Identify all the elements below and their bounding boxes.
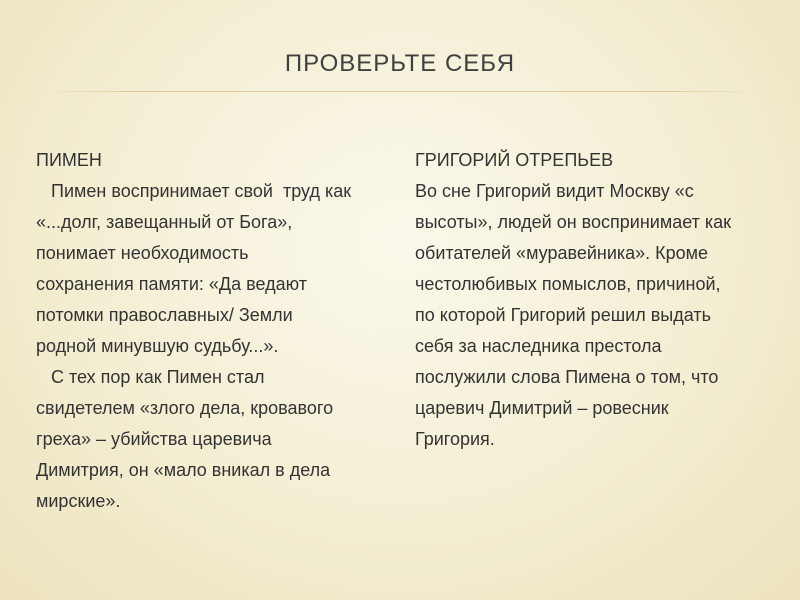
- right-paragraph: высоты», людей он воспринимает как: [415, 212, 732, 232]
- right-paragraph: Во сне Григорий видит Москву «с: [415, 181, 694, 201]
- left-paragraph: понимает необходимость: [36, 243, 249, 263]
- right-paragraph: по которой Григорий решил выдать: [415, 305, 711, 325]
- left-paragraph: потомки православных/ Земли: [36, 305, 293, 325]
- title-divider: [40, 91, 760, 92]
- right-paragraph: послужили слова Пимена о том, что: [415, 367, 719, 387]
- left-paragraph: свидетелем «злого дела, кровавого: [36, 398, 334, 418]
- right-paragraph: честолюбивых помыслов, причиной,: [415, 274, 721, 294]
- left-paragraph: «...долг, завещанный от Бога»,: [36, 212, 293, 232]
- left-paragraph: С тех пор как Пимен стал: [36, 367, 265, 387]
- left-paragraph: Димитрия, он «мало вникал в дела: [36, 460, 331, 480]
- left-heading: ПИМЕН: [36, 150, 102, 170]
- slide-title: ПРОВЕРЬТЕ СЕБЯ: [284, 50, 516, 77]
- left-paragraph: греха» – убийства царевича: [36, 429, 272, 449]
- right-heading: ГРИГОРИЙ ОТРЕПЬЕВ: [415, 150, 614, 170]
- right-paragraph: себя за наследника престола: [415, 336, 662, 356]
- right-paragraph: царевич Димитрий – ровесник: [415, 398, 669, 418]
- left-column: [36, 148, 382, 520]
- right-paragraph: Григория.: [415, 429, 495, 449]
- left-paragraph: сохранения памяти: «Да ведают: [36, 274, 307, 294]
- left-paragraph: Пимен воспринимает свой труд как: [36, 181, 352, 201]
- left-paragraph: родной минувшую судьбу...».: [36, 336, 279, 356]
- left-paragraph: мирские».: [36, 491, 121, 511]
- right-paragraph: обитателей «муравейника». Кроме: [415, 243, 709, 263]
- right-column: [415, 148, 773, 458]
